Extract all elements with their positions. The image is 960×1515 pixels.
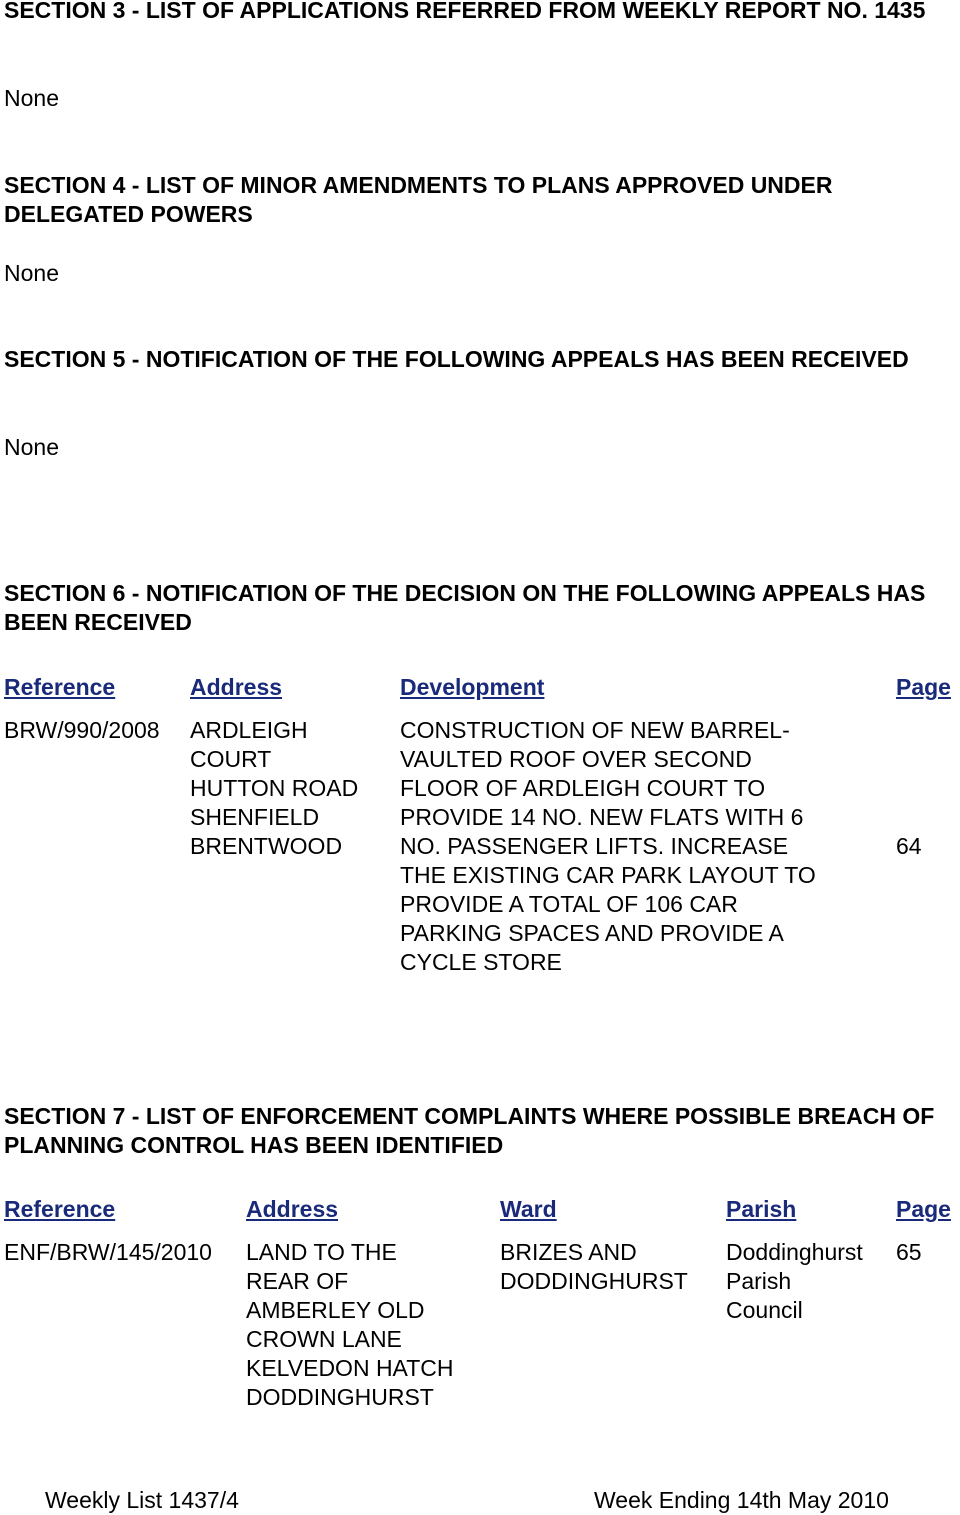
section-7-header-address: Address [246, 1196, 339, 1222]
section-4-title: SECTION 4 - LIST OF MINOR AMENDMENTS TO PLANS APPROVED UNDER DELEGATED POWERS [4, 172, 833, 227]
section-6-header-development: Development [400, 674, 545, 700]
section-6-row-reference: BRW/990/2008 [4, 717, 160, 743]
section-5-title: SECTION 5 - NOTIFICATION OF THE FOLLOWING APPEALS HAS BEEN RECEIVED [4, 346, 909, 372]
section-6-row-page: 64 [896, 833, 922, 859]
section-6-header-page: Page [896, 674, 951, 700]
section-7-row-address: LAND TO THE REAR OF AMBERLEY OLD CROWN LANE KELVEDON HATCH DODDINGHURST [246, 1239, 454, 1410]
section-3-content: None [4, 85, 59, 111]
section-6-row-development: CONSTRUCTION OF NEW BARREL- VAULTED ROOF OVER SECOND FLOOR OF ARDLEIGH COURT TO PROVIDE 14 NO. NEW FLATS WITH 6 NO. PASSENGER LIFTS. INCREASE THE EXISTING CAR PARK LAYOUT TO PROVIDE A TOTAL OF 106 CAR PARKING SPACES AND PROVIDE A CYCLE STORE [400, 717, 816, 975]
section-6-title: SECTION 6 - NOTIFICATION OF THE DECISION ON THE FOLLOWING APPEALS HAS BEEN RECEIVED [4, 580, 926, 635]
section-7-row-parish: Doddinghurst Parish Council [726, 1239, 863, 1323]
section-5-content: None [4, 434, 59, 460]
footer-weekly-list: Weekly List 1437/4 [45, 1487, 239, 1513]
section-7-header-ward: Ward [500, 1196, 557, 1222]
section-7-header-parish: Parish [726, 1196, 797, 1222]
section-7-header-reference: Reference [4, 1196, 116, 1222]
section-7-header-page: Page [896, 1196, 951, 1222]
section-4-content: None [4, 260, 59, 286]
section-3-title: SECTION 3 - LIST OF APPLICATIONS REFERRED FROM WEEKLY REPORT NO. 1435 [4, 0, 926, 23]
section-7-title: SECTION 7 - LIST OF ENFORCEMENT COMPLAINTS WHERE POSSIBLE BREACH OF PLANNING CONTROL HAS BEEN IDENTIFIED [4, 1103, 935, 1158]
section-7-row-ward: BRIZES AND DODDINGHURST [500, 1239, 688, 1294]
section-6-row-address: ARDLEIGH COURT HUTTON ROAD SHENFIELD BRENTWOOD [190, 717, 359, 859]
section-7-row-reference: ENF/BRW/145/2010 [4, 1239, 212, 1265]
footer-week-ending: Week Ending 14th May 2010 [594, 1487, 889, 1513]
section-7-row-page: 65 [896, 1239, 922, 1265]
section-6-header-address: Address [190, 674, 283, 700]
section-6-header-reference: Reference [4, 674, 116, 700]
